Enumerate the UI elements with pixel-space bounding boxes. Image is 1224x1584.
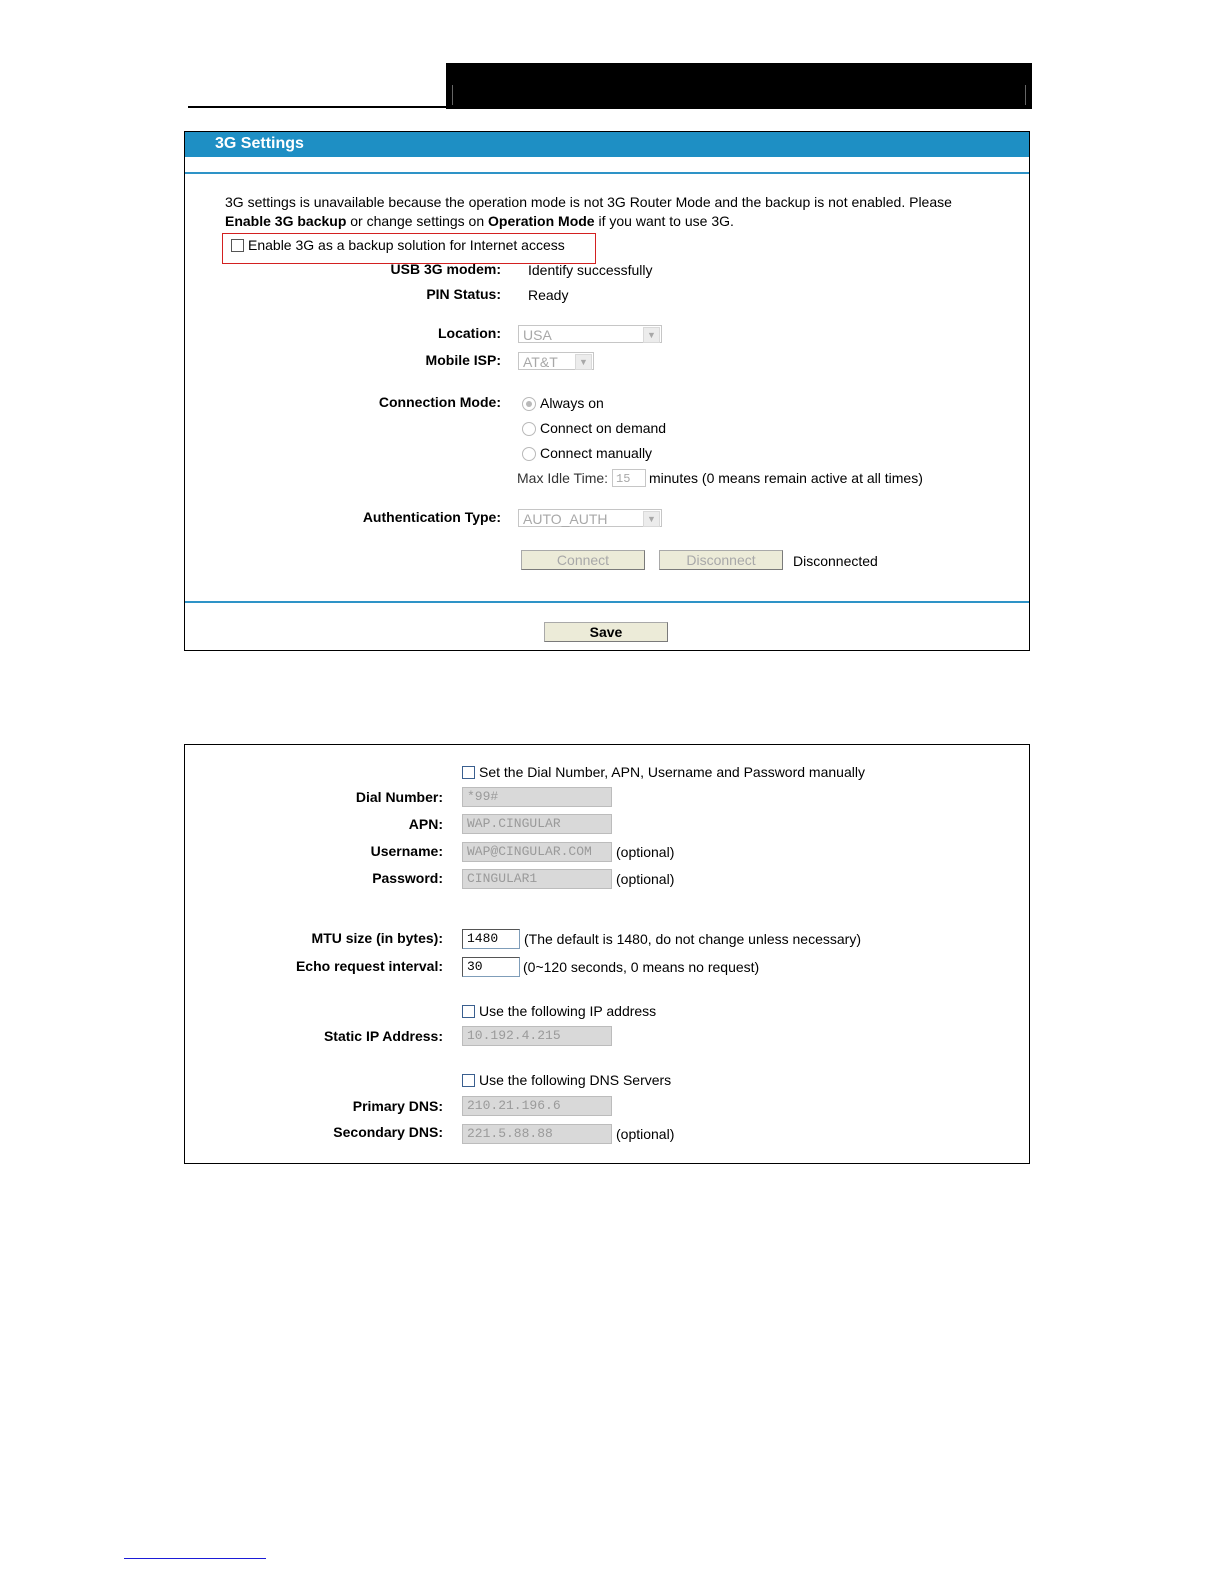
backup-checkbox-label: Enable 3G as a backup solution for Internet access <box>248 237 565 253</box>
dial-number-label: Dial Number: <box>355 789 443 805</box>
header-bar <box>446 63 1032 109</box>
mobile-isp-label: Mobile ISP: <box>425 352 501 368</box>
advanced-settings-panel <box>184 744 1030 1164</box>
password-hint: (optional) <box>616 871 675 887</box>
mobile-isp-select[interactable]: AT&T ▼ <box>518 352 594 370</box>
password-field[interactable]: CINGULAR1 <box>462 869 612 889</box>
dns-checkbox-label: Use the following DNS Servers <box>479 1072 672 1088</box>
password-label: Password: <box>372 870 443 886</box>
primary-dns-field[interactable]: 210.21.196.6 <box>462 1096 612 1116</box>
apn-field[interactable]: WAP.CINGULAR <box>462 814 612 834</box>
disconnect-button[interactable]: Disconnect <box>659 550 783 570</box>
panel-title: 3G Settings <box>215 135 304 152</box>
dns-checkbox[interactable] <box>462 1074 475 1087</box>
usb-modem-label: USB 3G modem: <box>390 261 501 277</box>
echo-interval-hint: (0~120 seconds, 0 means no request) <box>523 959 760 975</box>
connect-button[interactable]: Connect <box>521 550 645 570</box>
save-button[interactable]: Save <box>544 622 668 642</box>
3g-settings-panel <box>184 131 1030 651</box>
footer-divider <box>185 601 1029 603</box>
max-idle-hint: minutes (0 means remain active at all times) <box>649 470 923 486</box>
username-hint: (optional) <box>616 844 675 860</box>
secondary-dns-hint: (optional) <box>616 1126 675 1142</box>
connection-mode-label: Connection Mode: <box>378 394 501 410</box>
echo-interval-label: Echo request interval: <box>295 958 443 974</box>
auth-type-label: Authentication Type: <box>362 509 501 525</box>
backup-checkbox[interactable] <box>231 239 244 252</box>
secondary-dns-field[interactable]: 221.5.88.88 <box>462 1124 612 1144</box>
chevron-down-icon: ▼ <box>643 511 660 527</box>
echo-interval-input[interactable]: 30 <box>462 957 520 977</box>
notice-line-2: Enable 3G backup or change settings on Operation Mode if you want to use 3G. <box>225 213 734 229</box>
primary-dns-label: Primary DNS: <box>352 1098 443 1114</box>
pin-status-label: PIN Status: <box>426 286 501 302</box>
radio-connect-on-demand[interactable] <box>522 422 536 436</box>
username-field[interactable]: WAP@CINGULAR.COM <box>462 842 612 862</box>
title-divider <box>185 172 1029 174</box>
connection-status: Disconnected <box>793 553 878 569</box>
always-on-label: Always on <box>540 395 604 411</box>
enable-3g-backup-ref: Enable 3G backup <box>225 213 347 229</box>
usb-modem-value: Identify successfully <box>528 262 653 278</box>
static-ip-field[interactable]: 10.192.4.215 <box>462 1026 612 1046</box>
auth-type-select[interactable]: AUTO_AUTH ▼ <box>518 509 662 527</box>
connect-manually-label: Connect manually <box>540 445 653 461</box>
dial-number-field[interactable]: *99# <box>462 787 612 807</box>
mtu-label: MTU size (in bytes): <box>311 930 443 946</box>
static-ip-checkbox-label: Use the following IP address <box>479 1003 657 1019</box>
username-label: Username: <box>370 843 443 859</box>
pin-status-value: Ready <box>528 287 569 303</box>
notice-line-1: 3G settings is unavailable because the operation mode is not 3G Router Mode and the backup is not enabled. Please <box>225 194 952 210</box>
manual-settings-checkbox[interactable] <box>462 766 475 779</box>
apn-label: APN: <box>408 816 443 832</box>
radio-always-on[interactable] <box>522 397 536 411</box>
mtu-input[interactable]: 1480 <box>462 929 520 949</box>
mtu-hint: (The default is 1480, do not change unless necessary) <box>524 931 861 947</box>
header-rule <box>188 106 448 108</box>
max-idle-input[interactable]: 15 <box>612 469 646 487</box>
location-label: Location: <box>438 325 501 341</box>
footer-link-underline <box>124 1558 266 1559</box>
static-ip-checkbox[interactable] <box>462 1005 475 1018</box>
radio-connect-manually[interactable] <box>522 447 536 461</box>
location-select[interactable]: USA ▼ <box>518 325 662 343</box>
manual-settings-label: Set the Dial Number, APN, Username and Password manually <box>479 764 865 780</box>
chevron-down-icon: ▼ <box>643 327 660 343</box>
static-ip-label: Static IP Address: <box>323 1028 443 1044</box>
panel-titlebar <box>185 132 1029 157</box>
secondary-dns-label: Secondary DNS: <box>333 1124 443 1140</box>
max-idle-label: Max Idle Time: <box>517 470 609 486</box>
connect-on-demand-label: Connect on demand <box>540 420 667 436</box>
chevron-down-icon: ▼ <box>575 354 592 370</box>
operation-mode-ref: Operation Mode <box>488 213 595 229</box>
